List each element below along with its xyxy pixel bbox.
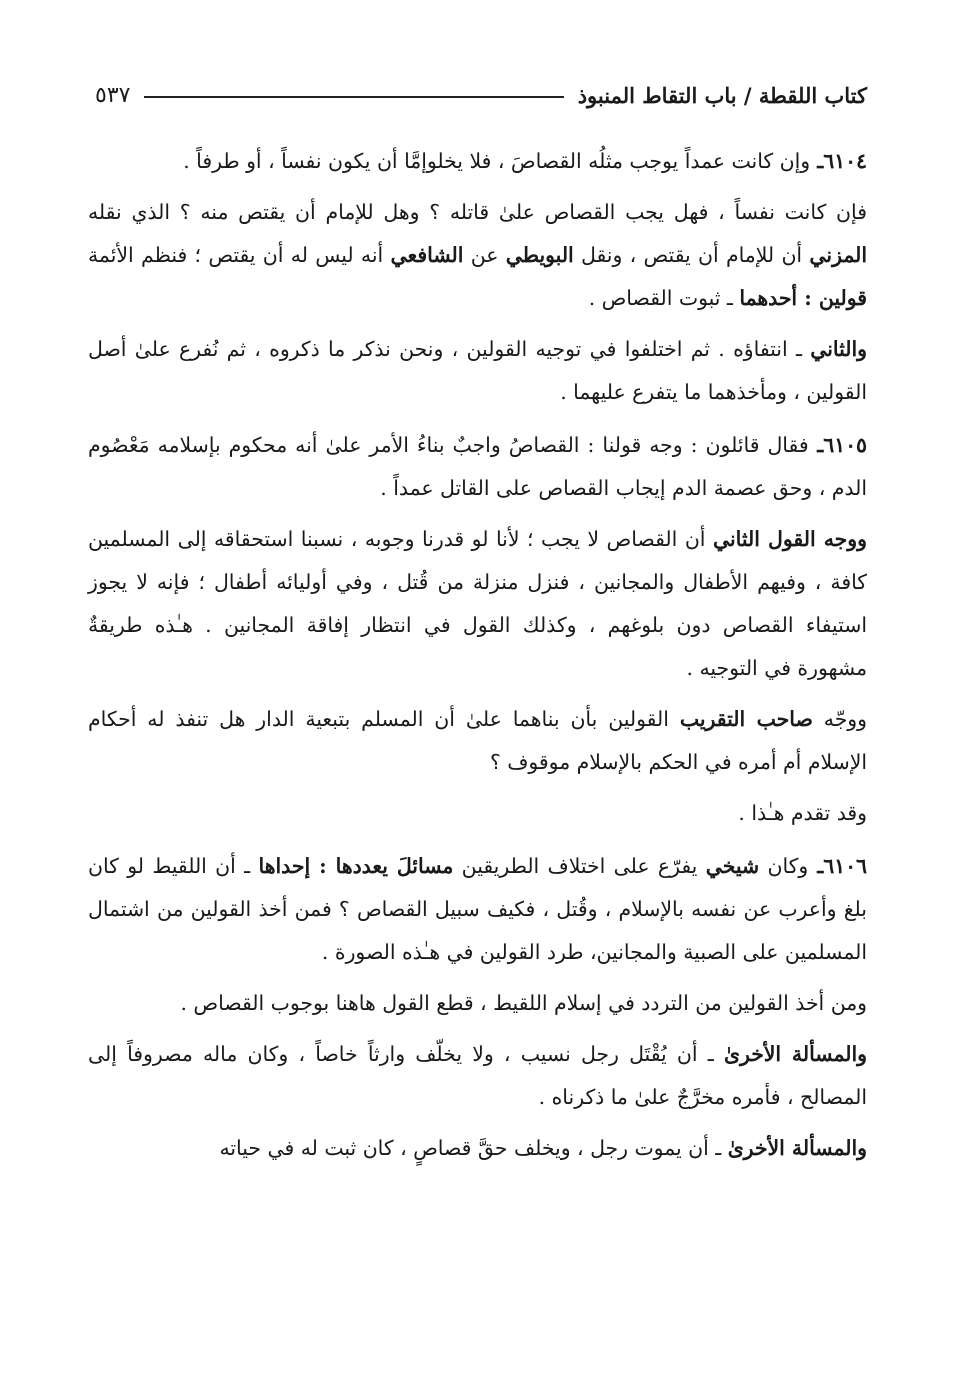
paragraph (88, 792, 867, 835)
paragraph (88, 845, 867, 974)
text-run: القولين بأن بناهما علىٰ أن المسلم بتبعية الدار هل تنفذ له أحكام الإسلام أم أمره في الحكم بالإسلام موقوف ؟ (88, 707, 867, 774)
paragraph (88, 328, 867, 414)
text-run: ووجّه (812, 707, 867, 731)
bold-text: والمسألة الأخرىٰ (723, 1042, 867, 1066)
bold-text: شيخي (705, 854, 760, 878)
bold-text: والثاني (810, 337, 867, 361)
bold-text: ٦١٠٥ـ (808, 433, 868, 457)
bold-text: ووجه القول الثاني (713, 527, 867, 551)
text-run: أنه ليس له أن يقتص ؛ فنظم الأئمة (88, 243, 391, 267)
bold-text: قولين : أحدهما (739, 286, 867, 310)
paragraph (88, 191, 867, 320)
text-run: ـ ثبوت القصاص . (588, 286, 740, 310)
text-run: ـ أن يُقْتَل رجل نسيب ، ولا يخلّف وارثاً خاصاً ، وكان ماله مصروفاً إلى المصالح ، فأمره مخرَّجٌ علىٰ ما ذكرناه . (88, 1042, 867, 1109)
text-run: يفرّع على اختلاف الطريقين (453, 854, 706, 878)
text-run: ـ انتفاؤه . ثم اختلفوا في توجيه القولين ، ونحن نذكر ما ذكروه ، ثم نُفرع علىٰ أصل القولين ، ومأخذهما ما يتفرع عليهما . (88, 337, 867, 404)
paragraph (88, 698, 867, 784)
bold-text: صاحب التقريب (679, 707, 813, 731)
bold-text: ٦١٠٦ـ (808, 854, 867, 878)
running-header (95, 74, 867, 116)
text-run: أن القصاص لا يجب ؛ لأنا لو قدرنا وجوبه ، نسبنا استحقاقه إلى المسلمين كافة ، وفيهم الأطفال والمجانين ، فنزل منزلة من قُتل ، وفي أوليائه أطفال ؛ فإنه لا يجوز استيفاء القصاص دون بلوغهم ، وكذلك القول في انتظار إفاقة المجانين . هـٰذه طريقةٌ مشهورة في التوجيه . (88, 527, 867, 680)
paragraph (88, 1127, 867, 1170)
bold-text: والمسألة الأخرىٰ (727, 1136, 867, 1160)
paragraph (88, 518, 867, 690)
bold-text: المزني (809, 243, 867, 267)
text-run: وكان (759, 854, 809, 878)
text-run: وقد تقدم هـٰذا . (738, 801, 867, 825)
paragraph (88, 1033, 867, 1119)
running-title: كتاب اللقطة / باب التقاط المنبوذ (577, 82, 867, 108)
bold-text: ٦١٠٤ـ (810, 149, 867, 173)
text-run: فإن كانت نفساً ، فهل يجب القصاص علىٰ قاتله ؟ وهل للإمام أن يقتص منه ؟ الذي نقله (88, 200, 867, 224)
bold-text: الشافعي (390, 243, 464, 267)
text-run: وإن كانت عمداً يوجب مثلُه القصاصَ ، فلا يخلوإمَّا أن يكون نفساً ، أو طرفاً . (183, 149, 811, 173)
text-run: ومن أخذ القولين من التردد في إسلام اللقيط ، قطع القول هاهنا بوجوب القصاص . (180, 991, 867, 1015)
text-run: ـ أن يموت رجل ، ويخلف حقَّ قصاصٍ ، كان ثبت له في حياته (219, 1136, 728, 1160)
text-run: أن للإمام أن يقتص ، ونقل (573, 243, 810, 267)
bold-text: البويطي (505, 243, 574, 267)
body-text (88, 140, 867, 1178)
bold-text: مسائلَ يعددها : إحداها (258, 854, 454, 878)
text-run: ـ أن اللقيط لو كان بلغ وأعرب عن نفسه بالإسلام ، وقُتل ، فكيف سبيل القصاص ؟ فمن أخذ القولين من اشتمال المسلمين على الصبية والمجانين، طرد القولين في هـٰذه الصورة . (88, 854, 867, 964)
paragraph (88, 140, 867, 183)
paragraph (88, 424, 867, 510)
header-rule (144, 96, 563, 98)
paragraph (88, 982, 867, 1025)
text-run: عن (463, 243, 506, 267)
text-run: فقال قائلون : وجه قولنا : القصاصُ واجبٌ بناءُ الأمر علىٰ أنه محكوم بإسلامه مَعْصُوم الدم ، وحق عصمة الدم إيجاب القصاص على القاتل عمداً . (88, 433, 867, 500)
page-number: ٥٣٧ (95, 82, 131, 108)
